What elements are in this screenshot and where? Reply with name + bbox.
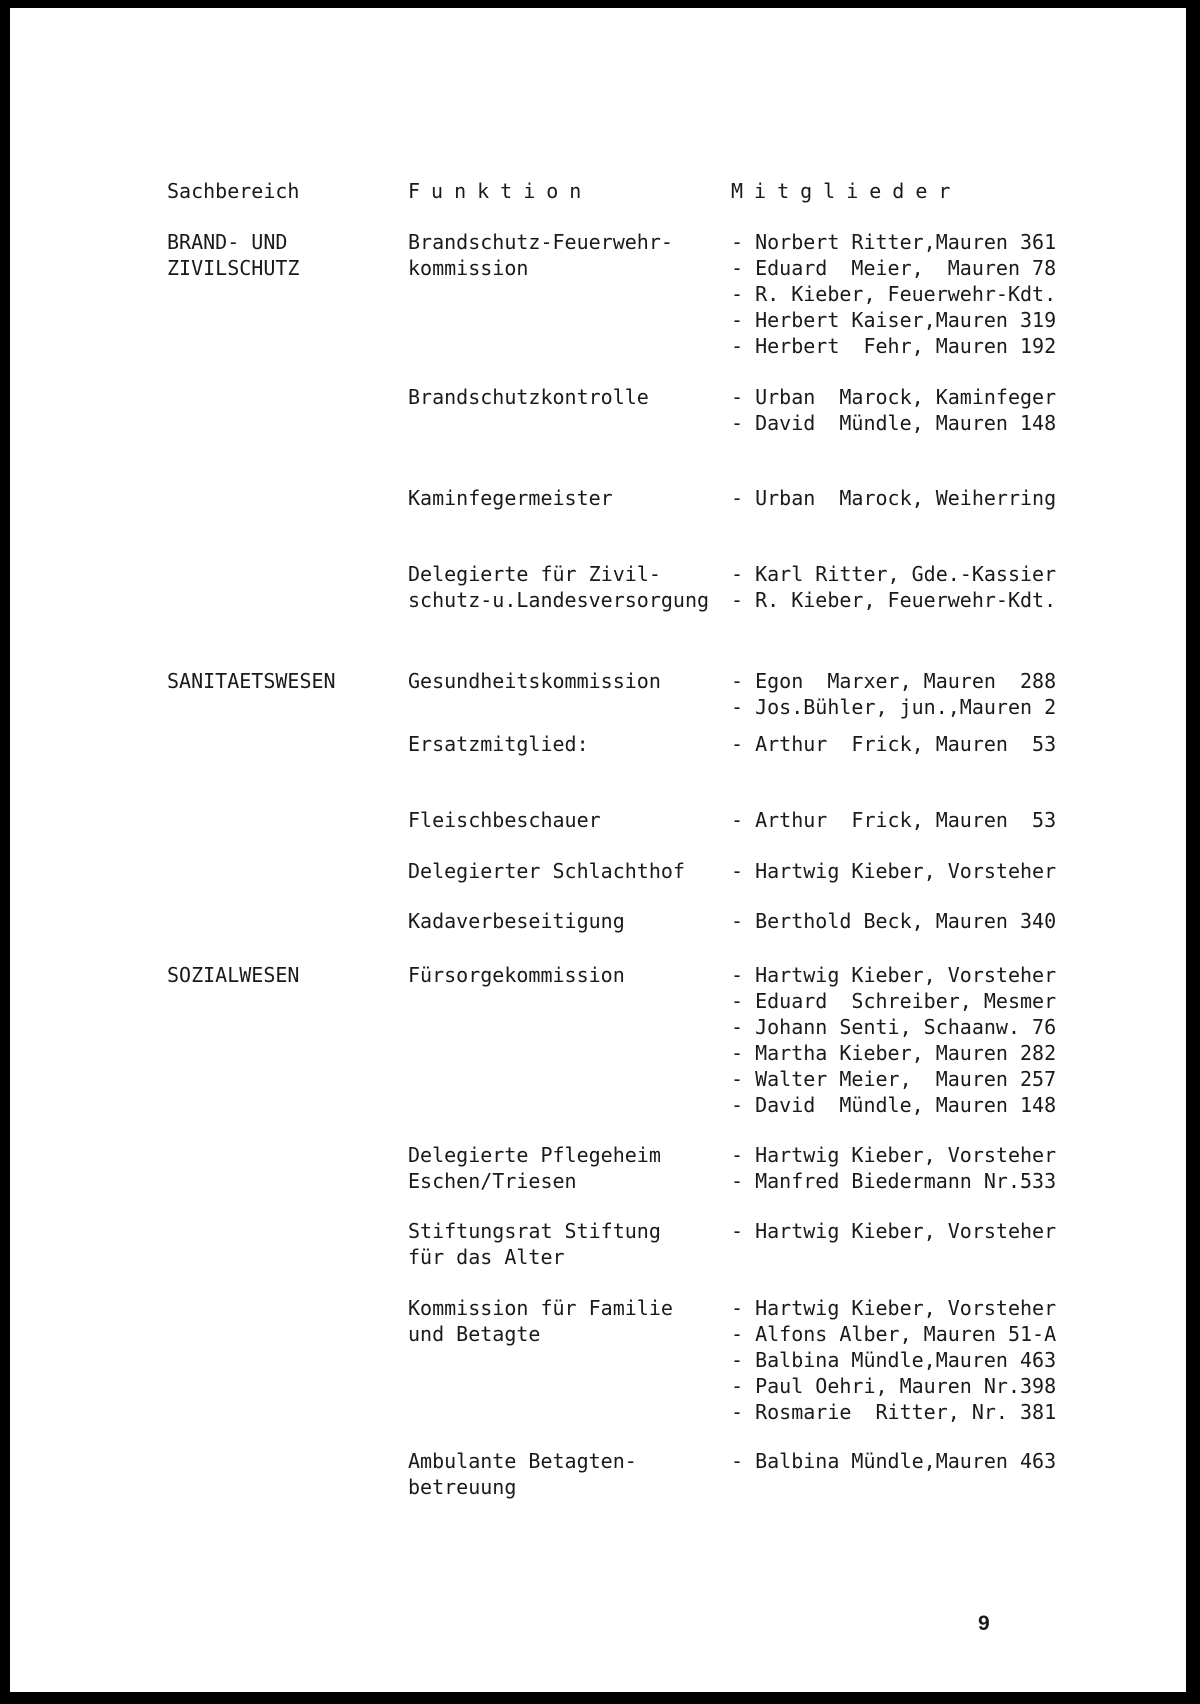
member-entry: - Manfred Biedermann Nr.533 — [731, 1169, 1057, 1193]
function-label: Kommission für Familie — [408, 1296, 673, 1320]
member-entry: - Hartwig Kieber, Vorsteher — [731, 859, 1057, 883]
member-entry: - Johann Senti, Schaanw. 76 — [731, 1015, 1057, 1039]
member-entry: - Rosmarie Ritter, Nr. 381 — [731, 1400, 1057, 1424]
member-entry: - Arthur Frick, Mauren 53 — [731, 808, 1057, 832]
member-entry: - David Mündle, Mauren 148 — [731, 1093, 1057, 1117]
function-label: schutz-u.Landesversorgung — [408, 588, 710, 612]
function-label: Kadaverbeseitigung — [408, 909, 625, 933]
section-label: ZIVILSCHUTZ — [167, 256, 300, 280]
header-members: Mitglieder — [731, 179, 962, 203]
member-entry: - Eduard Schreiber, Mesmer — [731, 989, 1057, 1013]
member-entry: - Hartwig Kieber, Vorsteher — [731, 963, 1057, 987]
header-function: Funktion — [408, 179, 593, 203]
member-entry: - Berthold Beck, Mauren 340 — [731, 909, 1057, 933]
function-label: Kaminfegermeister — [408, 486, 613, 510]
function-label: für das Alter — [408, 1245, 565, 1269]
header-section: Sachbereich — [167, 179, 300, 203]
member-entry: - Urban Marock, Weiherring — [731, 486, 1057, 510]
member-entry: - Jos.Bühler, jun.,Mauren 2 — [731, 695, 1057, 719]
member-entry: - Herbert Kaiser,Mauren 319 — [731, 308, 1057, 332]
function-label: Delegierte für Zivil- — [408, 562, 661, 586]
member-entry: - Herbert Fehr, Mauren 192 — [731, 334, 1057, 358]
function-label: Gesundheitskommission — [408, 669, 661, 693]
function-label: Brandschutz-Feuerwehr- — [408, 230, 673, 254]
function-label: Stiftungsrat Stiftung — [408, 1219, 661, 1243]
member-entry: - Norbert Ritter,Mauren 361 — [731, 230, 1057, 254]
document-page — [10, 8, 1186, 1692]
section-label: SOZIALWESEN — [167, 963, 300, 987]
function-label: Ambulante Betagten- — [408, 1449, 637, 1473]
member-entry: - David Mündle, Mauren 148 — [731, 411, 1057, 435]
function-label: Eschen/Triesen — [408, 1169, 577, 1193]
page-number: 9 — [978, 1612, 990, 1635]
function-label: Brandschutzkontrolle — [408, 385, 649, 409]
section-label: BRAND- UND — [167, 230, 288, 254]
member-entry: - Hartwig Kieber, Vorsteher — [731, 1143, 1057, 1167]
function-label: Delegierte Pflegeheim — [408, 1143, 661, 1167]
member-entry: - Balbina Mündle,Mauren 463 — [731, 1348, 1057, 1372]
function-label: Fürsorgekommission — [408, 963, 625, 987]
member-entry: - Hartwig Kieber, Vorsteher — [731, 1296, 1057, 1320]
function-label: Fleischbeschauer — [408, 808, 601, 832]
function-label: betreuung — [408, 1475, 517, 1499]
member-entry: - Eduard Meier, Mauren 78 — [731, 256, 1057, 280]
member-entry: - Urban Marock, Kaminfeger — [731, 385, 1057, 409]
member-directory — [10, 8, 1186, 1692]
member-entry: - Paul Oehri, Mauren Nr.398 — [731, 1374, 1057, 1398]
member-entry: - Alfons Alber, Mauren 51-A — [731, 1322, 1057, 1346]
function-label: kommission — [408, 256, 529, 280]
function-label: und Betagte — [408, 1322, 541, 1346]
member-entry: - R. Kieber, Feuerwehr-Kdt. — [731, 588, 1057, 612]
section-label: SANITAETSWESEN — [167, 669, 336, 693]
member-entry: - Karl Ritter, Gde.-Kassier — [731, 562, 1057, 586]
member-entry: - Egon Marxer, Mauren 288 — [731, 669, 1057, 693]
member-entry: - Arthur Frick, Mauren 53 — [731, 732, 1057, 756]
member-entry: - Walter Meier, Mauren 257 — [731, 1067, 1057, 1091]
function-label: Ersatzmitglied: — [408, 732, 589, 756]
member-entry: - Hartwig Kieber, Vorsteher — [731, 1219, 1057, 1243]
member-entry: - Martha Kieber, Mauren 282 — [731, 1041, 1057, 1065]
function-label: Delegierter Schlachthof — [408, 859, 685, 883]
member-entry: - R. Kieber, Feuerwehr-Kdt. — [731, 282, 1057, 306]
member-entry: - Balbina Mündle,Mauren 463 — [731, 1449, 1057, 1473]
